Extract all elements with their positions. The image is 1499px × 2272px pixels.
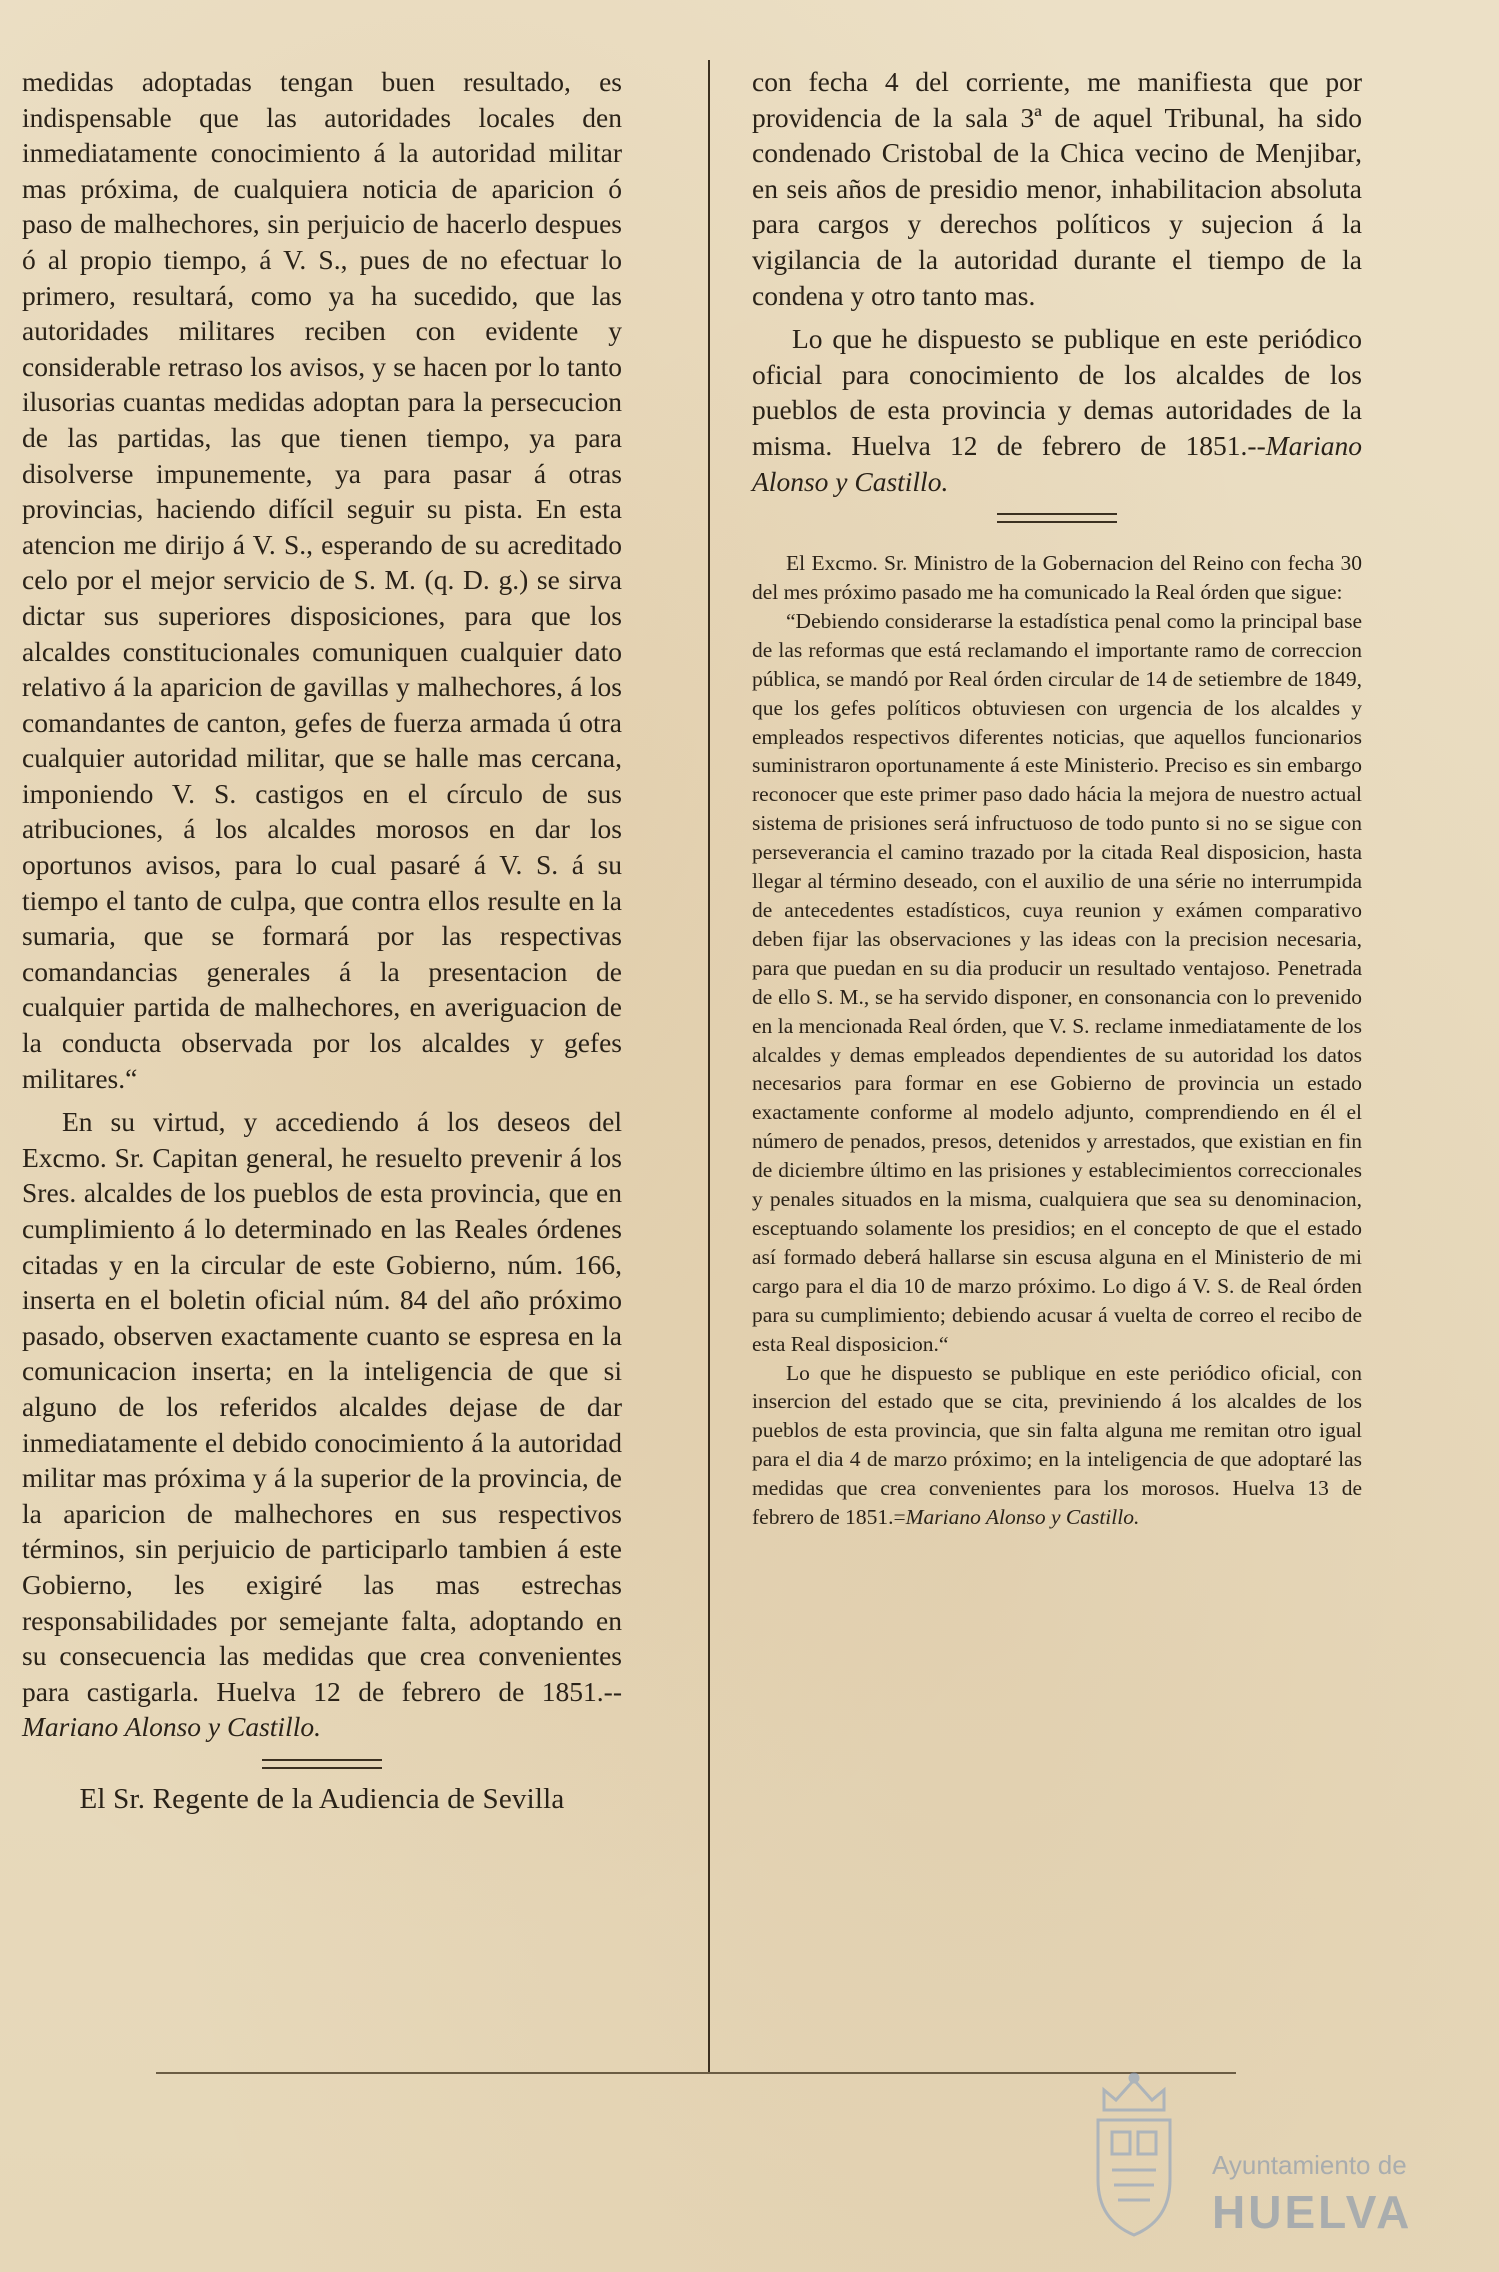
section-separator-2 [997,513,1117,523]
right-paragraph-sentence: con fecha 4 del corriente, me manifiesta que por providencia de la sala 3ª de aquel Tribunal, ha sido condenado Cristobal de la Chica vecino de Menjibar, en seis años de presidio menor, inhabilitacion absoluta para cargos y derechos políticos y sujecion á la vigilancia de la autoridad durante el tiempo de la condena y otro tanto mas. [752,66,1362,311]
column-divider [708,60,710,2072]
signature-governor-2: Mariano Alonso y Castillo. [752,429,1362,497]
publication-notice [752,1359,1362,1532]
left-column [22,64,622,1816]
section-separator [262,1759,382,1769]
ministry-intro: El Excmo. Sr. Ministro de la Gobernacion del Reino con fecha 30 del mes próximo pasado me ha comunicado la Real órden que sigue: [752,551,1362,605]
right-paragraph-publication-text: Lo que he dispuesto se publique en este periódico oficial para conocimiento de los alcaldes de los pueblos de esta provincia y demas autoridades de la misma. Huelva 12 de febrero de 1851.-- [752,323,1362,461]
city-crest-icon [1084,2070,1184,2240]
bottom-rule [156,2072,1236,2074]
watermark-line1: Ayuntamiento de [1212,2150,1407,2180]
left-paragraph-resolution [22,1104,622,1745]
publication-notice-text: Lo que he dispuesto se publique en este periódico oficial, con insercion del estado que se cita, previniendo á los alcaldes de los pueblos de esta provincia, que sin falta alguna me remitan otro igual para el dia 4 de marzo próximo; en la inteligencia de que adoptaré las medidas que crea convenientes para los morosos. Huelva 13 de febrero de 1851.= [752,1360,1362,1530]
right-paragraph-publication [752,321,1362,499]
archive-watermark [1212,2150,1412,2239]
right-column [752,64,1362,1532]
left-paragraph-resolution-text: En su virtud, y accediendo á los deseos del Excmo. Sr. Capitan general, he resuelto prevenir á los Sres. alcaldes de los pueblos de esta provincia, que en cumplimiento á lo determinado en las Reales órdenes citadas y en la circular de este Gobierno, núm. 166, inserta en el boletin oficial núm. 84 del año próximo pasado, observen exactamente cuanto se espresa en la comunicacion inserta; en la inteligencia de que si alguno de los referidos alcaldes dejase de dar inmediatamente el debido conocimiento á la autoridad militar mas próxima y á la superior de la provincia, de la aparicion de malhechores en sus respectivos términos, sin perjuicio de participarlo tambien á este Gobierno, les exigiré las mas estrechas responsabilidades por semejante falta, adoptando en su consecuencia las medidas que crea convenientes para castigarla. Huelva 12 de febrero de 1851.-- [22,1106,622,1707]
watermark-line2: HUELVA [1212,2186,1413,2238]
signature-governor: Mariano Alonso y Castillo. [22,1711,321,1743]
right-top-block [752,64,1362,523]
section-heading-regente: El Sr. Regente de la Audiencia de Sevilla [79,1782,565,1815]
royal-order-text: “Debiendo considerarse la estadística penal como la principal base de las reformas que está reclamando el importante ramo de correccion pública, se mandó por Real órden circular de 14 de setiembre de 1849, que los gefes políticos obtuviesen con urgencia de los alcaldes y empleados respectivos diferentes noticias, que aquellos funcionarios suministraron oportunamente á este Ministerio. Preciso es sin embargo reconocer que este primer paso dado hácia la mejora de nuestro actual sistema de prisiones será infructuoso de todo punto si no se sigue con perseverancia el camino trazado por la citada Real disposicion, hasta llegar al término deseado, con el auxilio de una série no interrumpida de antecedentes estadísticos, cuya reunion y exámen comparativo deben fijar las observaciones y las ideas con la precision necesaria, para que puedan en su dia producir un resultado ventajoso. Penetrada de ello S. M., se ha servido disponer, en consonancia con lo prevenido en la mencionada Real órden, que V. S. reclame inmediatamente de los alcaldes y demas empleados dependientes de su autoridad los datos necesarios para formar en ese Gobierno de provincia un estado exactamente conforme al modelo adjunto, comprendiendo en él el número de penados, presos, detenidos y arrestados, que existian en fin de diciembre último en las prisiones y establecimientos correccionales y penales situados en la misma, cualquiera que sea su denominacion, esceptuando solamente los presidios; en el concepto de que el estado así formado deberá hallarse sin escusa alguna en el Ministerio de mi cargo para el dia 10 de marzo próximo. Lo digo á V. S. de Real órden para su cumplimiento; debiendo acusar á vuelta de correo el recibo de esta Real disposicion.“ [752,608,1362,1356]
right-bottom-block [752,549,1362,1532]
left-paragraph-continuation: medidas adoptadas tengan buen resultado, es indispensable que las autoridades locales den inmediatamente conocimiento á la autoridad militar mas próxima, de cualquiera noticia de aparicion ó paso de malhechores, sin perjuicio de hacerlo despues ó al propio tiempo, á V. S., pues de no efectuar lo primero, resultará, como ya ha sucedido, que las autoridades militares reciben con evidente y considerable retraso los avisos, y se hacen por lo tanto ilusorias cuantas medidas adoptan para la persecucion de las partidas, las que tienen tiempo, ya para disolverse impunemente, ya para pasar á otras provincias, haciendo difícil seguir su pista. En esta atencion me dirijo á V. S., esperando de su acreditado celo por el mejor servicio de S. M. (q. D. g.) se sirva dictar sus superiores disposiciones, para que los alcaldes constitucionales comuniquen cualquier dato relativo á la aparicion de gavillas y malhechores, á los comandantes de canton, gefes de fuerza armada ú otra cualquier autoridad militar, que se halle mas cercana, imponiendo V. S. castigos en el círculo de sus atribuciones, á los alcaldes morosos en dar los oportunos avisos, para lo cual pasaré á V. S. á su tiempo el tanto de culpa, que contra ellos resulte en la sumaria, que se formará por las respectivas comandancias generales á la presentacion de cualquier partida de malhechores, en averiguacion de la conducta observada por los alcaldes y gefes militares.“ [22,66,622,1094]
signature-governor-3: Mariano Alonso y Castillo. [905,1505,1140,1530]
